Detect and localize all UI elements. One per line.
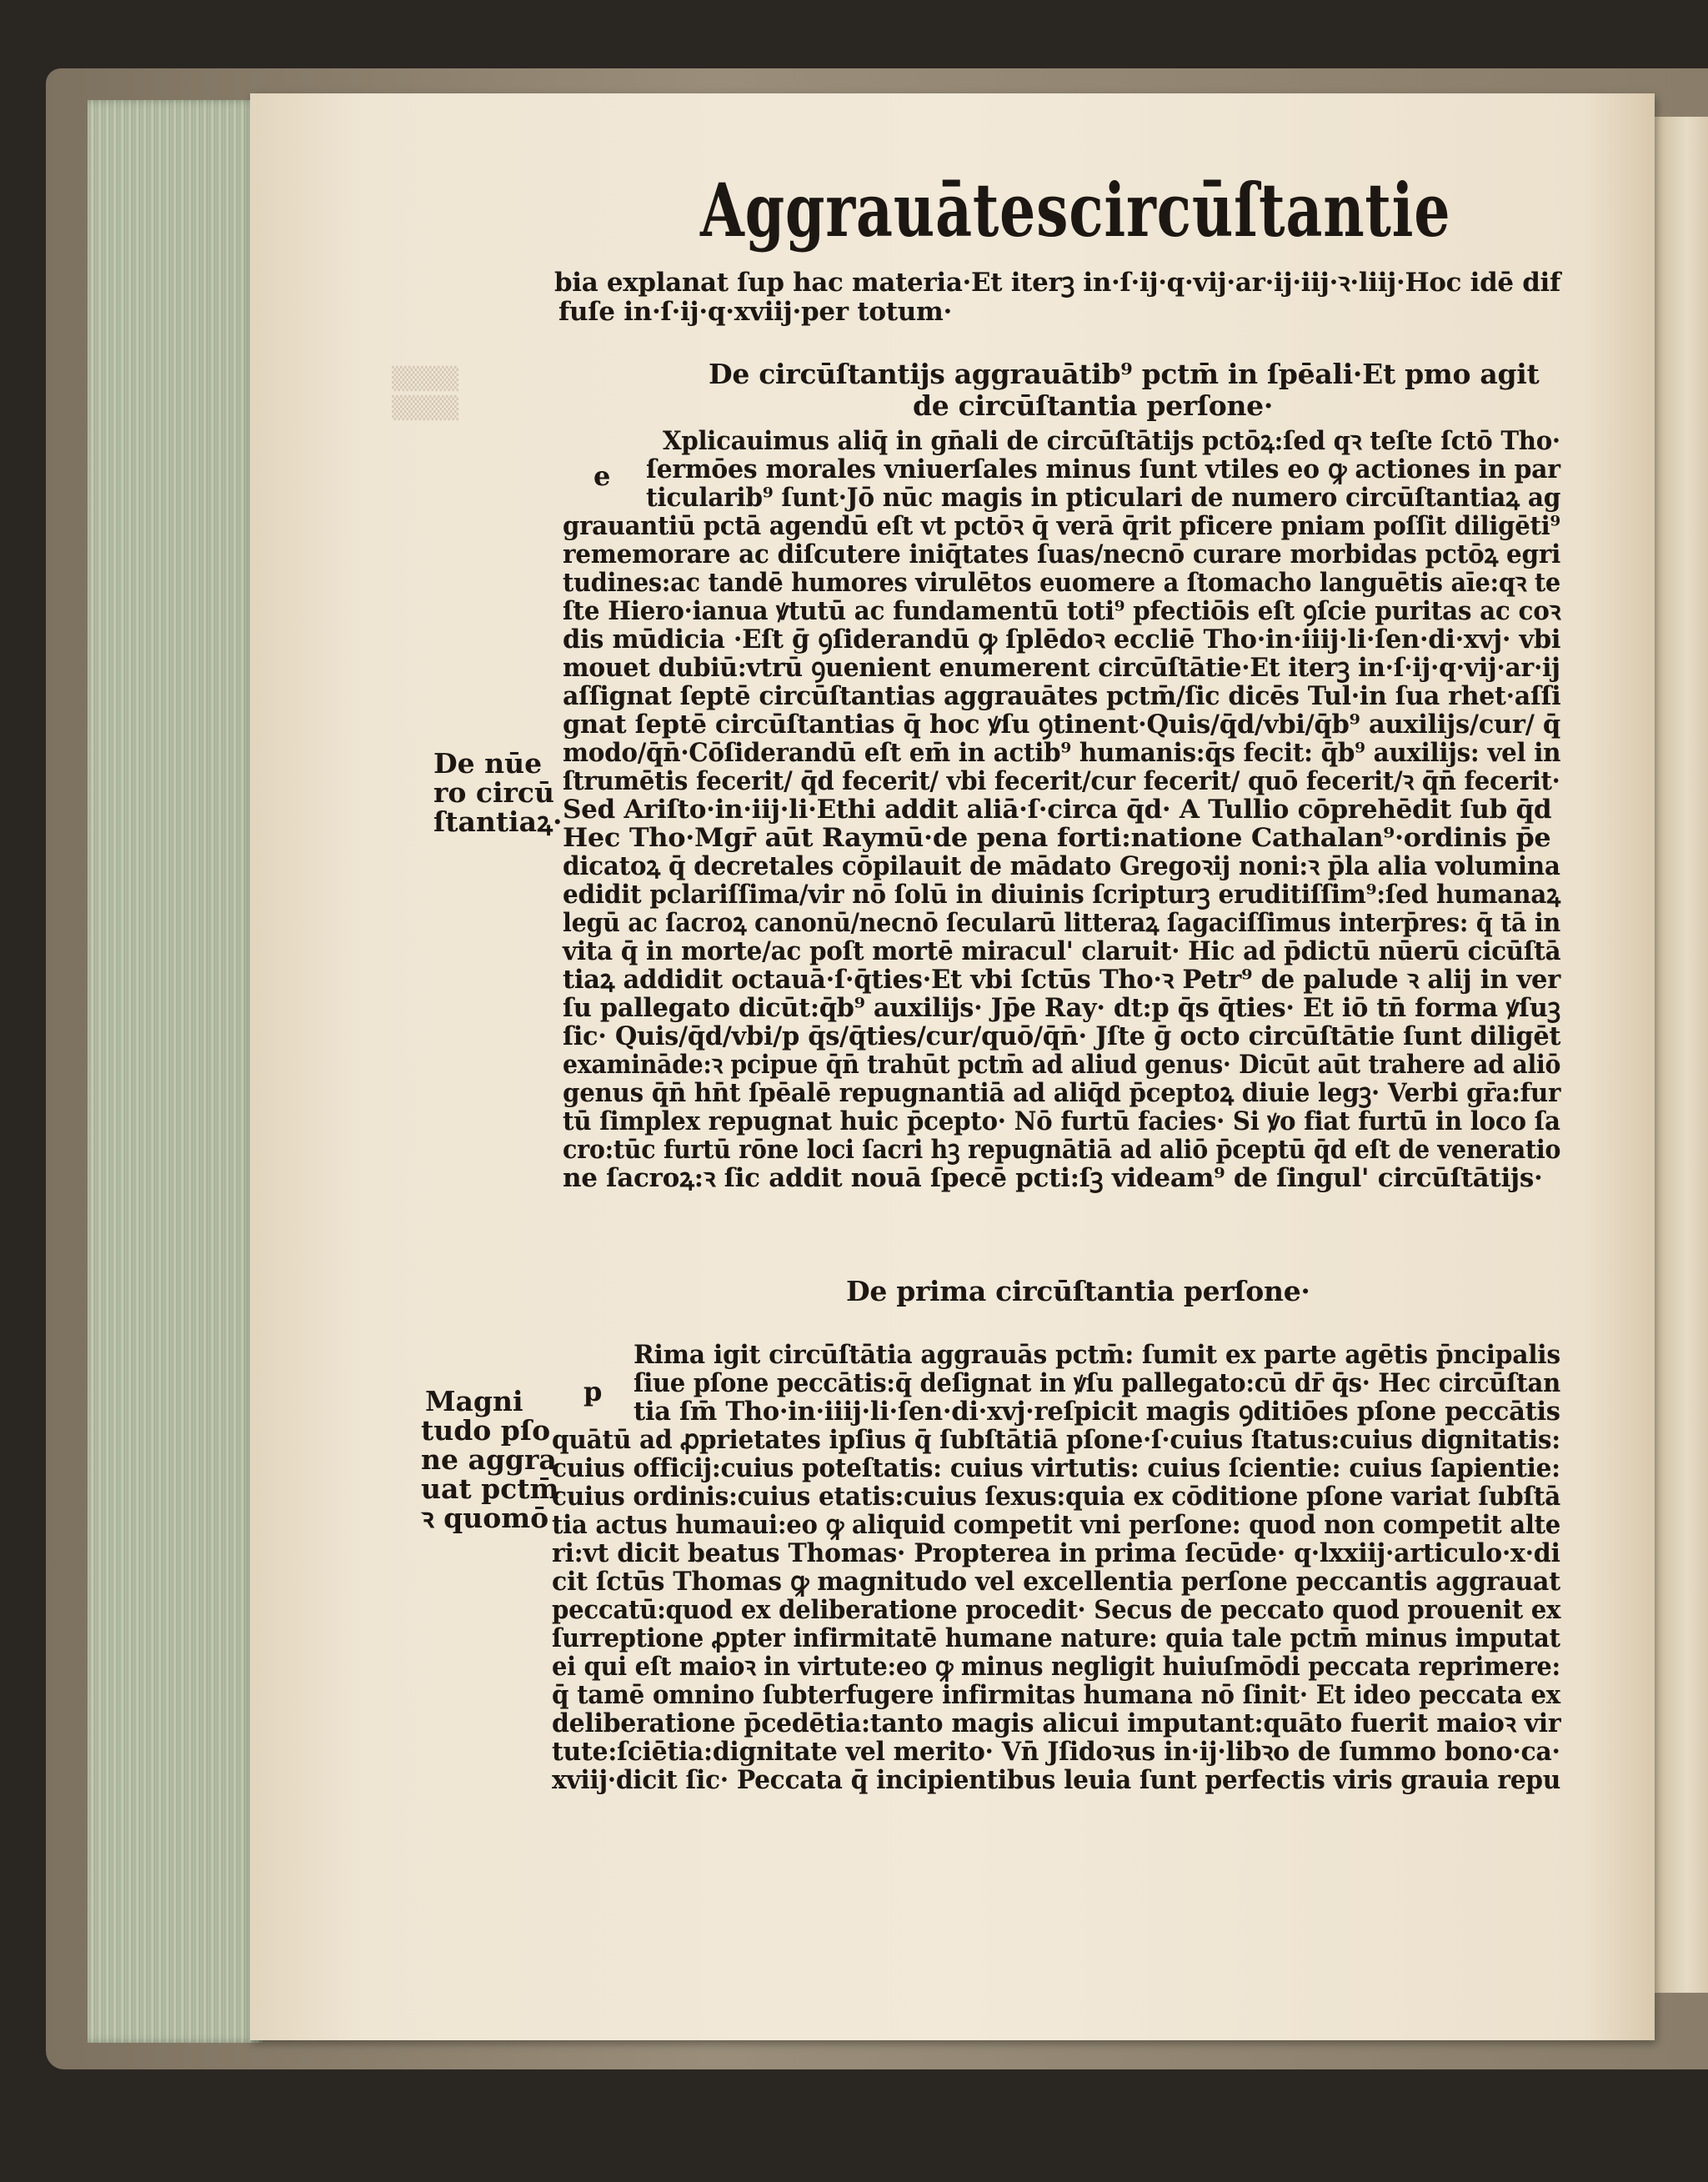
text-line: cuius ordinis:cuius etatis:cuius ſexus:quia ex cōditione pſone variat ſubſtā — [552, 1482, 1561, 1512]
text-line: xviij·dicit ſic· Peccata q̄ incipientibus leuia ſunt perfectis viris grauia repu — [552, 1765, 1561, 1795]
bleed-through: ▒▒▒▒ — [392, 396, 458, 421]
text-line: mouet dubiū:vtrū ꝯuenient enumerent circūſtātie·Et iterꝫ in·ſ·ij·q·vij·ar·ij — [563, 653, 1560, 683]
bleed-through: ▒▒▒▒ — [392, 367, 458, 392]
section-heading: De circūſtantijs aggrauātib⁹ pctm̄ in ſpēali·Et pmo agit — [709, 358, 1540, 390]
text-line: tiaꝝ addidit octauā·ſ·q̄ties·Et vbi ſctūs Tho·ꝛ Petr⁹ de palude ꝛ alij in ver — [563, 965, 1560, 995]
page-edges — [88, 100, 263, 2043]
text-line: gnat ſeptē circūſtantias q̄ hoc ꝟſu ꝯtinent·Quis/q̄d/vbi/q̄b⁹ auxilijs/cur/ q̄ — [563, 710, 1560, 740]
text-line: ſu pallegato dicūt:q̄b⁹ auxilijs· Jp̄e Ray· dt:p q̄s q̄ties· Et iō tn̄ forma ꝟſuꝫ — [563, 993, 1560, 1023]
facing-page-edge — [1655, 117, 1708, 1993]
text-line: peccatū:quod ex deliberatione procedit· Secus de peccato quod prouenit ex — [552, 1595, 1561, 1625]
text-line: cit ſctūs Thomas ꝙ magnitudo vel excellentia perſone peccantis aggrauat — [552, 1567, 1560, 1597]
marginal-note: ſtantiaꝝ· — [433, 805, 563, 838]
text-line: ſic· Quis/q̄d/vbi/p q̄s/q̄ties/cur/quō/q̄n̄· Jſte ḡ octo circūſtātie ſunt diligēt — [563, 1021, 1561, 1051]
text-line: dicatoꝝ q̄ decretales cōpilauit de mādato Gregoꝛij noni:ꝛ p̄la alia volumina — [563, 851, 1560, 881]
text-line: grauantiū pctā agendū eſt vt pctōꝛ q̄ verā q̄rit pficere pniam poſſit diligēti⁹ — [563, 511, 1560, 541]
text-line: modo/q̄n̄·Cōſiderandū eſt em̄ in actib⁹ humanis:q̄s fecit: q̄b⁹ auxilijs: vel in — [563, 738, 1561, 768]
text-line: legū ac ſacroꝝ canonū/necnō ſecularū litteraꝝ ſagaciſſimus interp̄res: q̄ tā in — [563, 908, 1560, 938]
marginal-note: ro circū — [433, 776, 554, 809]
text-line: ei qui eſt maioꝛ in virtute:eo ꝙ minus negligit huiuſmōdi peccata reprimere: — [552, 1652, 1560, 1682]
guide-letter: e — [594, 460, 611, 492]
text-line: ſte Hiero·ianua ꝟtutū ac fundamentū toti⁹ pfectiōis eſt ꝯſcie puritas ac coꝛ — [563, 596, 1561, 626]
text-line: tute:ſciētia:dignitate vel merito· Vn̄ Jſidoꝛus in·ij·libꝛo de ſummo bono·ca· — [552, 1737, 1560, 1767]
text-line: tia ſm̄ Tho·in·iiij·li·ſen·di·xvj·reſpicit magis ꝯditiōes pſone peccātis — [634, 1397, 1560, 1427]
marginal-note: ne aggra — [421, 1443, 557, 1476]
text-line: genus q̄n̄ hn̄t ſpēalē repugnantiā ad aliq̄d p̄ceptoꝝ diuie legꝫ· Verbi gr̄a:fur — [563, 1078, 1561, 1108]
text-line: rememorare ac diſcutere iniq̄tates ſuas/necnō curare morbidas pctōꝝ egri — [563, 539, 1560, 569]
text-line: Xplicauimus aliq̄ in gn̄ali de circūſtātijs pctōꝝ:ſed qꝛ teſte ſctō Tho· — [663, 426, 1560, 456]
section-heading: De prima circūſtantia perſone· — [846, 1275, 1310, 1307]
text-line: dis mūdicia ·Eſt ḡ ꝯſiderandū ꝙ ſplēdoꝛ eccliē Tho·in·iiij·li·ſen·di·xvj· vbi — [563, 625, 1561, 655]
text-line: ſermōes morales vniuerſales minus ſunt vtiles eo ꝙ actiones in par — [646, 454, 1560, 484]
text-line: vita q̄ in morte/ac poſt mortē miracul' claruit· Hic ad p̄dictū nūerū cicūſtā — [563, 936, 1561, 966]
text-line: tudines:ac tandē humores virulētos euomere a ſtomacho languētis aīe:qꝛ te — [563, 568, 1560, 598]
text-line: cro:tūc furtū rōne loci ſacri hꝫ repugnātiā ad aliō p̄ceptū q̄d eſt de veneratio — [563, 1135, 1561, 1165]
text-line: Rima igit circūſtātia aggrauās pctm̄: ſumit ex parte agētis p̄ncipalis — [634, 1340, 1560, 1370]
text-line: examināde:ꝛ pcipue q̄n̄ trahūt pctm̄ ad aliud genus· Dicūt aūt trahere ad aliō — [563, 1050, 1561, 1080]
marginal-note: tudo pſo — [421, 1414, 551, 1447]
marginal-note: De nūe — [433, 747, 543, 780]
marginal-note: uat pctm̄ — [421, 1472, 559, 1505]
text-line: edidit pclariſſima/vir nō ſolū in diuinis ſcripturꝫ eruditiſſim⁹:ſed humanaꝝ — [563, 880, 1560, 910]
text-line: Hec Tho·Mgr̄ aūt Raymū·de pena forti:natione Cathalan⁹·ordinis p̄e — [563, 823, 1551, 853]
running-title: Aggrauātescircūſtantie — [700, 167, 1451, 253]
text-line: Sed Ariſto·in·iij·li·Ethi addit aliā·ſ·circa q̄d· A Tullio cōprehēdit ſub q̄d — [563, 795, 1552, 825]
text-line: bia explanat ſup hac materia·Et iterꝫ in·ſ·ij·q·vij·ar·ij·iij·ꝛ·liij·Hoc idē dif — [554, 268, 1560, 298]
marginal-note: ꝛ quomō — [421, 1502, 549, 1534]
guide-letter: p — [584, 1376, 603, 1407]
text-line: ſiue pſone peccātis:q̄ deſignat in ꝟſu pallegato:cū dr̄ q̄s· Hec circūſtan — [634, 1368, 1560, 1398]
text-line: fuſe in·ſ·ij·q·xviij·per totum· — [558, 297, 952, 327]
text-line: tū ſimplex repugnat huic p̄cepto· Nō furtū facies· Si ꝟo fiat furtū in loco ſa — [563, 1106, 1560, 1136]
text-line: deliberatione p̄cedētia:tanto magis alicui imputant:quāto fuerit maioꝛ vir — [552, 1708, 1561, 1738]
text-line: ne ſacroꝝ:ꝛ ſic addit nouā ſpecē pcti:ſꝫ videam⁹ de ſingul' circūſtātijs· — [563, 1163, 1543, 1193]
text-line: ſurreptione ꝓpter infirmitatē humane nature: quia tale pctm̄ minus imputat — [552, 1623, 1560, 1653]
text-line: ri:vt dicit beatus Thomas· Propterea in prima ſecūde· q·lxxiij·articulo·x·di — [552, 1538, 1560, 1568]
section-heading: de circūſtantia perſone· — [913, 389, 1274, 422]
marginal-note: Magni — [425, 1385, 523, 1417]
text-line: quātū ad ꝓprietates ipſius q̄ ſubſtātiā pſone·ſ·cuius ſtatus:cuius dignitatis: — [552, 1425, 1560, 1455]
text-line: cuius officij:cuius poteſtatis: cuius virtutis: cuius ſcientie: cuius ſapientie: — [552, 1453, 1560, 1483]
text-line: ticularib⁹ ſunt·Jō nūc magis in pticulari de numero circūſtantiaꝝ ag — [646, 483, 1561, 513]
text-line: q̄ tamē omnino ſubterfugere infirmitas humana nō ſinit· Et ideo peccata ex — [552, 1680, 1560, 1710]
text-line: aſſignat ſeptē circūſtantias aggrauātes pctm̄/ſic dicēs Tul·in ſua rhet·aſſi — [563, 681, 1561, 711]
text-line: tia actus humaui:eo ꝙ aliquid competit vni perſone: quod non competit alte — [552, 1510, 1561, 1540]
text-line: ſtrumētis fecerit/ q̄d fecerit/ vbi fecerit/cur fecerit/ quō fecerit/ꝛ q̄n̄ fecerit· — [563, 766, 1560, 796]
